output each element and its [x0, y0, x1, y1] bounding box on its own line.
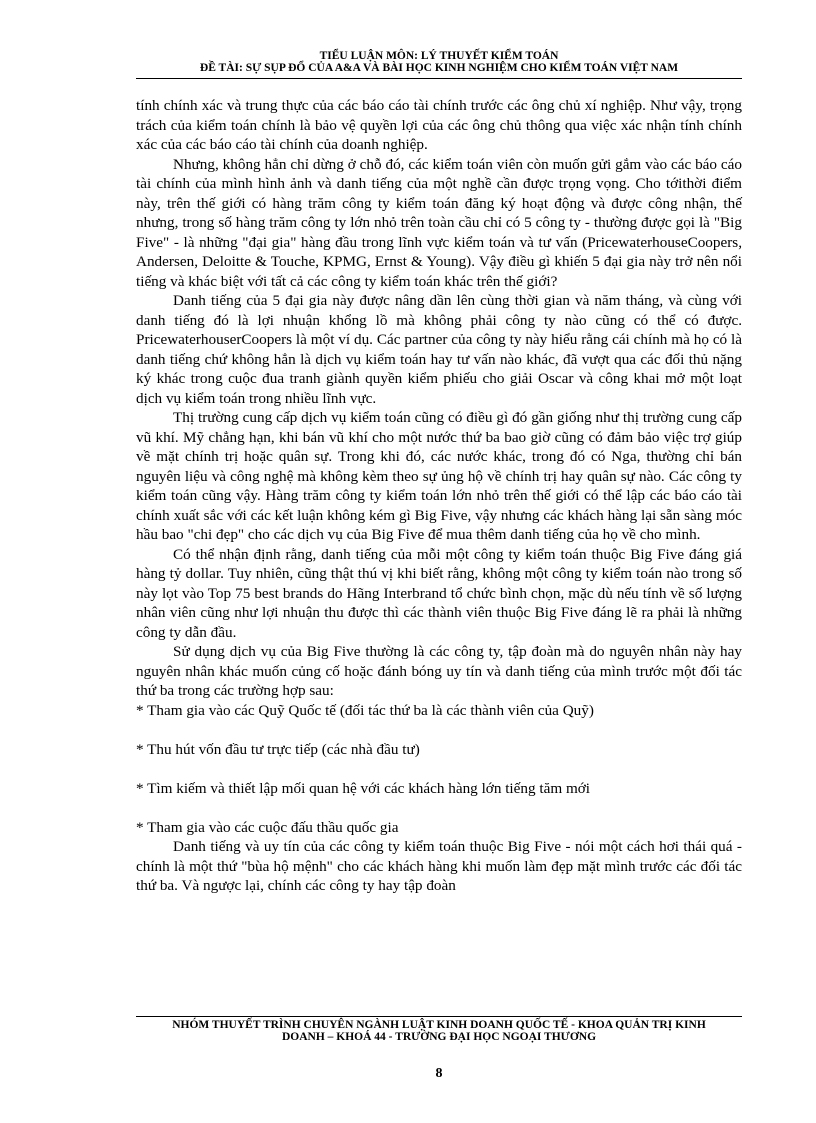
- paragraph: Danh tiếng của 5 đại gia này được nâng dần lên cùng thời gian và năm tháng, và cùng với danh tiếng đó là lợi nhuận khổng lồ mà không phải công ty nào cũng có thể có được. PricewaterhouserCoopers là một ví dụ. Các partner của công ty này hiểu rằng cái chính mà họ có là danh tiếng chứ không hẳn là dịch vụ kiểm toán hay tư vấn nào khác, đã vượt qua các đối thủ nặng ký khác trong cuộc đua tranh giành quyền kiểm phiếu cho giải Oscar và công khai mở một loạt dịch vụ kiểm toán trong nhiều lĩnh vực.: [136, 292, 742, 407]
- footer-school-line: DOANH – KHOÁ 44 - TRƯỜNG ĐẠI HỌC NGOẠI THƯƠNG: [281, 1031, 597, 1043]
- header-topic-title: ĐỀ TÀI: SỰ SỤP ĐỔ CỦA A&A VÀ BÀI HỌC KINH NGHIỆM CHO KIỂM TOÁN VIỆT NAM: [199, 62, 679, 74]
- bullet-item: * Tham gia vào các cuộc đấu thầu quốc gia: [136, 818, 399, 836]
- footer-divider: [136, 1016, 742, 1017]
- header-course-title: TIỂU LUẬN MÔN: LÝ THUYẾT KIỂM TOÁN: [319, 50, 559, 62]
- paragraph: Thị trường cung cấp dịch vụ kiểm toán cũng có điều gì đó gần giống như thị trường cung cấp vũ khí. Mỹ chẳng hạn, khi bán vũ khí cho một nước thứ ba bao giờ cũng có đảm bảo việc trợ giúp về mặt chính trị hoặc quân sự. Trong khi đó, các nước khác, trong đó có Nga, thường chỉ bán nguyên liệu và công nghệ mà không kèm theo sự ủng hộ về chính trị hay quân sự nào. Các công ty kiểm toán cũng vậy. Hàng trăm công ty kiểm toán lớn nhỏ trên thế giới có thể lập các báo cáo tài chính xuất sắc với các kết luận không kém gì Big Five, vậy nhưng các khách hàng lại sẵn sàng móc hầu bao "chi đẹp" cho các dịch vụ của Big Five để mua thêm danh tiếng của họ về cho mình.: [136, 409, 742, 543]
- document-body: [136, 96, 742, 896]
- page-footer: [136, 1019, 742, 1043]
- paragraph: Danh tiếng và uy tín của các công ty kiểm toán thuộc Big Five - nói một cách hơi thái quá - chính là một thứ "bùa hộ mệnh" cho các khách hàng khi muốn làm đẹp mặt mình trước các đối tác thứ ba. Và ngược lại, chính các công ty hay tập đoàn: [136, 838, 742, 894]
- paragraph: tính chính xác và trung thực của các báo cáo tài chính trước các ông chủ xí nghiệp. Như vậy, trọng trách của kiểm toán chính là bảo vệ quyền lợi của các ông chủ thông qua việc xác nhận tính chính xác của các báo cáo tài chính của doanh nghiệp.: [136, 97, 742, 153]
- bullet-item: * Tham gia vào các Quỹ Quốc tế (đối tác thứ ba là các thành viên của Quỹ): [136, 701, 594, 719]
- bullet-item: * Tìm kiếm và thiết lập mối quan hệ với các khách hàng lớn tiếng tăm mới: [136, 779, 591, 797]
- footer-group-line: NHÓM THUYẾT TRÌNH CHUYÊN NGÀNH LUẬT KINH DOANH QUỐC TẾ - KHOA QUẢN TRỊ KINH: [172, 1019, 706, 1031]
- bullet-item: * Thu hút vốn đầu tư trực tiếp (các nhà đầu tư): [136, 740, 420, 758]
- page-number: 8: [435, 1066, 443, 1081]
- header-divider: [136, 78, 742, 79]
- paragraph: Có thể nhận định rằng, danh tiếng của mỗi một công ty kiểm toán thuộc Big Five đáng giá hàng tỷ dollar. Tuy nhiên, cũng thật thú vị khi biết rằng, không một công ty kiểm toán nào trong số này lọt vào Top 75 best brands do Hãng Interbrand tổ chức bình chọn, mặc dù nếu tính về số lượng nhân viên cũng như lợi nhuận thu được thì các thành viên thuộc Big Five đáng lẽ ra phải là những công ty dẫn đầu.: [136, 545, 742, 641]
- paragraph: Nhưng, không hẳn chỉ dừng ở chỗ đó, các kiểm toán viên còn muốn gửi gắm vào các báo cáo tài chính của mình hình ảnh và danh tiếng của một nghề cần được trọng vọng. Cho tớithời điểm này, trên thế giới có hàng trăm công ty kiểm toán đăng ký hoạt động và được công nhận, thế nhưng, trong số hàng trăm công ty lớn nhỏ trên toàn cầu chỉ có 5 công ty - thường được gọi là "Big Five" - là những "đại gia" hàng đầu trong lĩnh vực kiểm toán và tư vấn (PricewaterhouseCoopers, Andersen, Deloitte & Touche, KPMG, Ernst & Young). Vậy điều gì khiến 5 đại gia này trở nên nổi tiếng và khác biệt với tất cả các công ty kiểm toán khác trên thế giới?: [136, 155, 742, 290]
- page-header: [136, 50, 742, 74]
- paragraph: Sử dụng dịch vụ của Big Five thường là các công ty, tập đoàn mà do nguyên nhân này hay nguyên nhân khác muốn củng cố hoặc đánh bóng uy tín và danh tiếng của mình trước một đối tác thứ ba trong các trường hợp sau:: [136, 643, 742, 699]
